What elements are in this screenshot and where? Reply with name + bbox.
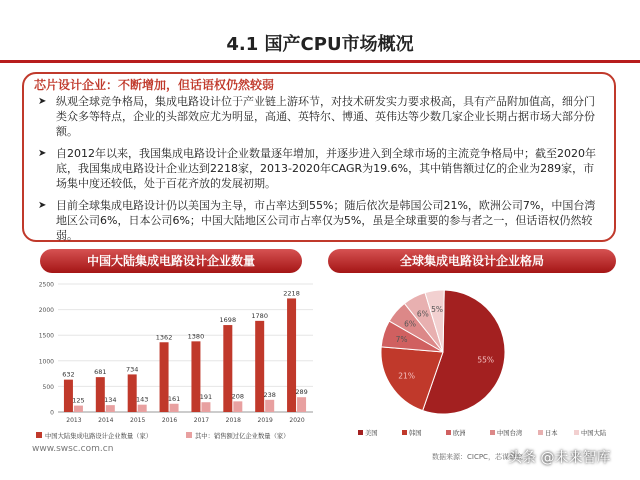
x-tick-label: 2019 <box>257 417 273 424</box>
y-tick-label: 0 <box>50 409 54 417</box>
bar-value-label: 289 <box>295 388 308 397</box>
bar-value-label: 632 <box>62 370 75 379</box>
legend-swatch <box>36 432 42 438</box>
x-tick-label: 2018 <box>225 417 241 424</box>
legend-swatch <box>186 432 192 438</box>
legend-swatch <box>358 430 363 435</box>
legend-label: 中国大陆 <box>581 430 607 437</box>
legend-label: 中国大陆集成电路设计企业数量（家） <box>45 433 153 440</box>
watermark: 头条 @未来智库 <box>508 450 611 466</box>
bar <box>128 374 137 412</box>
bar-value-label: 161 <box>167 394 181 403</box>
bar-value-label: 143 <box>135 395 149 404</box>
legend-swatch <box>490 430 495 435</box>
y-tick-label: 1500 <box>38 332 54 340</box>
bar <box>170 404 179 412</box>
bar-chart <box>28 276 318 448</box>
bar-value-label: 681 <box>94 368 107 377</box>
legend-swatch <box>574 430 579 435</box>
arrow-right-icon: ➤ <box>38 96 47 107</box>
legend-label: 美国 <box>365 430 378 437</box>
bar <box>96 377 105 412</box>
bullet-text: 目前全球集成电路设计仍以美国为主导，市占率达到55%；随后依次是韩国公司21%，欧洲公司7%，中国台湾地区公司6%，日本公司6%；中国大陆地区公司市占率仅为5%，虽是全球重要的参与者之一，但话语权仍然较弱。 <box>56 199 596 242</box>
legend-swatch <box>402 430 407 435</box>
x-tick-label: 2013 <box>66 417 82 424</box>
legend-label: 中国台湾 <box>497 430 523 437</box>
bar-value-label: 125 <box>72 396 85 405</box>
arrow-right-icon: ➤ <box>38 200 47 211</box>
bar <box>265 400 274 412</box>
bar <box>191 341 200 412</box>
bar <box>74 406 83 412</box>
x-tick-label: 2014 <box>98 417 114 424</box>
legend-swatch <box>538 430 543 435</box>
bar-value-label: 208 <box>231 392 245 401</box>
bar-value-label: 734 <box>125 365 139 374</box>
bullet-item <box>38 94 603 139</box>
pie-chart <box>328 276 618 448</box>
x-tick-label: 2015 <box>130 417 146 424</box>
bullet-item <box>38 146 603 191</box>
page-title: 4.1 国产CPU市场概况 <box>226 34 414 55</box>
y-tick-label: 2000 <box>38 307 54 315</box>
bar-value-label: 1362 <box>155 333 173 342</box>
data-source: 数据来源：CICPC，芯谋研究 <box>432 453 523 461</box>
legend-swatch <box>446 430 451 435</box>
bar-value-label: 238 <box>263 390 276 399</box>
y-tick-label: 2500 <box>38 281 54 289</box>
bar <box>106 405 115 412</box>
bar <box>233 401 242 412</box>
pie-value-label: 21% <box>398 371 415 381</box>
x-tick-label: 2016 <box>161 417 178 424</box>
y-tick-label: 500 <box>42 383 54 391</box>
arrow-right-icon: ➤ <box>38 148 47 159</box>
bullet-text: 自2012年以来，我国集成电路设计企业数量逐年增加，并逐步进入到全球市场的主流竞争格局中；截至2020年底，我国集成电路设计企业达到2218家，2013-2020年CAGR为19.6%，其中销售额过亿的企业为289家，市场集中度还较低，处于百花齐放的发展初期。 <box>56 147 596 190</box>
bar-value-label: 191 <box>199 393 213 402</box>
legend-label: 韩国 <box>409 430 422 437</box>
bar <box>297 397 306 412</box>
bar <box>201 402 210 412</box>
pie-value-label: 55% <box>477 355 495 365</box>
right-chart-header: 全球集成电路设计企业格局 <box>328 249 616 273</box>
y-tick-label: 1000 <box>38 358 54 366</box>
bar <box>138 405 147 412</box>
x-tick-label: 2020 <box>289 417 305 424</box>
title-underline <box>0 60 640 63</box>
bullet-text: 纵观全球竞争格局，集成电路设计位于产业链上游环节，对技术研发实力要求极高，具有产品附加值高，细分门类众多等特点，企业的头部效应尤为明显，高通、英特尔、博通、英伟达等少数几家企业长期占据市场大部分份额。 <box>56 95 595 138</box>
legend-label: 欧洲 <box>453 430 466 437</box>
bar-value-label: 1780 <box>251 311 268 320</box>
pie-value-label: 7% <box>395 335 408 345</box>
bullet-item <box>38 198 603 243</box>
summary-heading: 芯片设计企业：不断增加，但话语权仍然较弱 <box>34 78 275 92</box>
website-url: www.swsc.com.cn <box>32 444 114 454</box>
pie-value-label: 6% <box>416 309 429 319</box>
pie-value-label: 5% <box>431 305 444 315</box>
left-chart-header: 中国大陆集成电路设计企业数量 <box>40 249 302 273</box>
pie-value-label: 6% <box>404 319 417 329</box>
bar-value-label: 134 <box>104 396 117 405</box>
summary-box <box>22 72 616 242</box>
bar-value-label: 1380 <box>187 332 205 341</box>
x-tick-label: 2017 <box>193 417 210 424</box>
legend-label: 日本 <box>545 430 558 437</box>
bar-value-label: 2218 <box>283 289 300 298</box>
bar-value-label: 1698 <box>219 316 237 325</box>
legend-label: 其中：销售额过亿企业数量（家） <box>195 433 290 440</box>
